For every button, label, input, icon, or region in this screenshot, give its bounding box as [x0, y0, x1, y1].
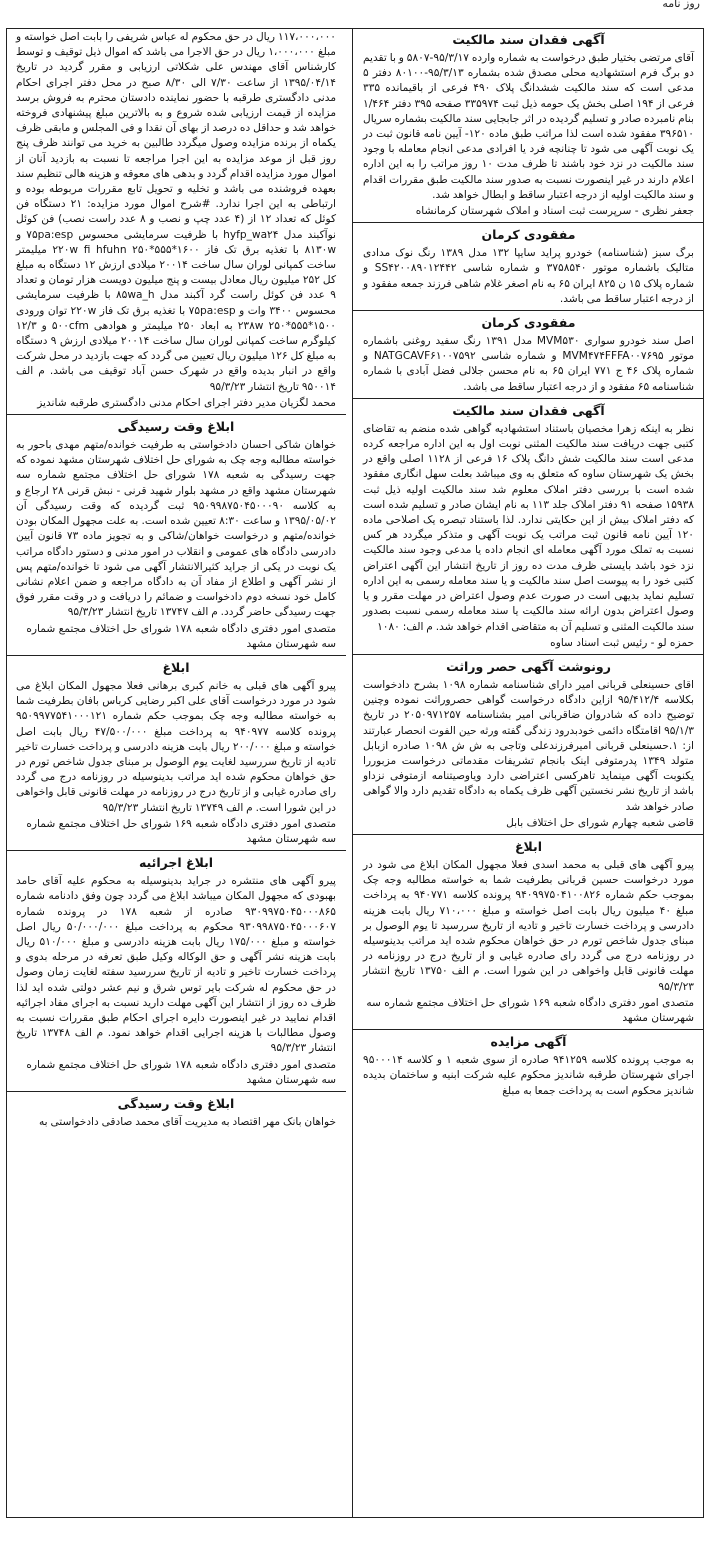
notice-body: پیرو آگهی های منتشره در جراید بدینوسیله به محکوم علیه آقای حامد بهبودی که مجهول المکان میباشد ابلاغ می گردد چون وفق دادنامه شماره ۹۳۰۹۹۷۵۰۴۵۰۰۰۸۶۵ صادره از شعبه ۱۷۸ در پرونده شماره ۹۳۰۹۹۸۷۵۰۴۵۰۰۰۶۰۷ محکوم به پرداخت مبلغ ۵۰/۰۰۰/۰۰۰ ریال اصل خواسته و مبلغ ۱۷۵/۰۰۰ ریال بابت هزینه دادرسی و مبلغ ۵۱۰/۰۰۰ ریال بابت هزینه نشر آگهی و حق الوکاله وکیل طبق تعرفه در مرحله بدوی و پرداخت خسارت تاخیر و تادیه از تاریخ سررسید سفته لغایت زمان وصول در حق محکوم له شرکت بایر توس شرق و نیم عشر دولتی شده اید لذا ظرف ده روز از انتشار این آگهی مهلت دارید نسبت به اجرای مفاد اجرائیه اقدام نمایید در غیر اینصورت دایره اجرای احکام طبق مقررات نسبت به وصول مطالبات با هزینه اجرایی اقدام خواهد نمود. م الف ۱۳۷۴۸ تاریخ انتشار ۹۵/۳/۲۳ [16, 875, 337, 1055]
notice-body: به موجب پرونده کلاسه ۹۴۱۲۵۹ صادره از سوی شعبه ۱ و کلاسه ۹۵۰۰۰۱۴ اجرای شهرستان طرقبه شاندیز محکوم علیه شرکت ابنیه و ساختمان بدیده شاندیز محکوم است به پرداخت جمعا به مبلغ [363, 1054, 694, 1097]
notice-signature: متصدی امور دفتری دادگاه شعبه ۱۷۸ شورای حل اختلاف مجتمع شماره سه شهرستان مشهد [26, 622, 336, 650]
notice-body: اصل سند خودرو سواری MVM۵۳۰ مدل ۱۳۹۱ رنگ سفید روغنی باشماره موتور MVM۴۷۴FFFA۰۰۷۶۹۵ و شماره شاسی NATGCAVF۶۱۰۰۷۵۹۲ و شماره پلاک ۴۶ ج ۷۷۱ ایران ۶۵ به نام محسن جلالی فضل آبادی با شماره شناسنامه ۶۵ مفقود و از درجه اعتبار ساقط می باشد. [363, 335, 695, 393]
notice-title: رونوشت آگهی حصر وراثت [446, 658, 611, 674]
notice-title: ابلاغ وقت رسیدگی [117, 1096, 235, 1111]
notice-signature: متصدی امور دفتری دادگاه شعبه ۱۷۸ شورای حل اختلاف مجتمع شماره سه شهرستان مشهد [26, 1058, 336, 1086]
notice-body: پیرو آگهی های قبلی به محمد اسدی فعلا مجهول المکان ابلاغ می شود در مورد درخواست حسین قربانی بطرفیت شما به خواسته مطالبه وجه چک بموجب حکم شماره ۹۴۰۹۹۷۵۰۴۱۰۰۸۲۶ پرونده کلاسه ۹۴۰۷۷۱ به پرداخت مبلغ ۴۰ میلیون ریال بابت اصل خواسته و مبلغ ۷۱۰،۰۰۰ ریال بابت هزینه دادرسی و پرداخت خسارت تاخیر و تادیه از تاریخ سررسید تا یوم الوصول بر مبنای جدول شاخص تورم در حق خواهان محکوم شده اید مراتب بدینوسیله در روزنامه درج می گردد رای صادره غیابی و از تاریخ درج در روزنامه در مهلت قانونی قابل واخواهی در این شورا است. م الف ۱۳۷۵۰ تاریخ انتشار ۹۵/۳/۲۳ [363, 858, 694, 993]
notice-hearing-date [6, 414, 346, 655]
notice-auction-continued [6, 28, 346, 414]
notice-title: ابلاغ وقت رسیدگی [117, 419, 235, 435]
notice-signature: متصدی امور دفتری دادگاه شعبه ۱۶۹ شورای حل اختلاف مجتمع شماره سه شهرستان مشهد [26, 817, 336, 845]
notice-body: اقای حسینعلی قربانی امیر دارای شناسنامه شماره ۱۰۹۸ بشرح دادخواست بکلاسه ۹۵/۴۱۲/۴ ازاین دادگاه درخواست گواهی حصروراثت نموده وچنین توضیح داده که شادروان ضاقربانی امیر بشناسنامه ۲۰۵۰۹۷۱۲۵۷ در تاریخ ۹۵/۱/۳ اقامتگاه دائمی خودبدرود زندگی گفته ورثه حین الفوت انحصار عبارتند از: ۱.حسینعلی قربانی امیرفرزندعلی وتاجی به ش ش ۱۰۹۸ صادره ازبابل متولد ۱۳۴۹ پدرمتوفی اینک بانجام تشریفات مقدماتی درخواست مزبوررا یکنوبت آگهی مینماید تاهرکسی اعتراضی دارد ویاوصیتنامه ازمتوفی نزداو باشد از تاریخ نشر نخستین آگهی ظرف یکماه به دادگاه تقدیم دارد والا گواهی صادر خواهد شد [363, 678, 694, 813]
notice-signature: قاضی شعبه چهارم شورای حل اختلاف بابل [506, 816, 694, 829]
notice-signature: حمزه لو - رئیس ثبت اسناد ساوه [550, 636, 694, 649]
notice-title: مفقودی کرمان [481, 315, 576, 331]
notice-enforcement [6, 850, 346, 1091]
notice-title: ابلاغ اجرائیه [138, 855, 214, 871]
notice-summons-2 [6, 655, 346, 850]
notice-title: مفقودی کرمان [481, 227, 576, 243]
left-column [6, 28, 346, 1518]
notice-signature: جعفر نظری - سرپرست ثبت اسناد و املاک شهرستان کرمانشاه [415, 205, 694, 218]
notice-hearing-date-2 [6, 1091, 346, 1133]
notice-summons [353, 834, 704, 1029]
notice-loss-of-deed-saveh [353, 398, 704, 654]
notice-body: خواهان بانک مهر اقتصاد به مدیریت آقای محمد صادقی دادخواستی به [38, 1116, 336, 1128]
notice-body: آقای مرتضی بختیار طبق درخواست به شماره وارده ۹۵/۳/۱۷-۵۸۰۷ و با تقدیم دو برگ فرم استشهادیه محلی مصدق شده بشماره ۹۵/۳/۱۳-۸۰۱۰۰ دفتر ۵ مدعی است که سند مالکیت ششدانگ پلاک ۴۹۰ فرعی از باقیمانده ۳۳۵ فرعی از ۱۹۴ اصلی بخش یک حومه ذیل ثبت ۳۳۵۹۷۴ صفحه ۳۹۵ دفتر ۱/۴۶۴ بنام نامبرده صادر و تسلیم گردیده در اثر جابجایی سند مالکیت بشماره سریال ۳۹۶۵۱۰ مفقود شده است لذا مراتب طبق ماده ۱۲۰- آیین نامه قانون ثبت در یک نوبت آگهی می شود تا چنانچه فرد یا افرادی مدعی انجام معامله با وجود سند مالکیت در نزد خود باشند تا ظرف مدت ۱۰ روز مراتب را به این اداره اعلام دارند در غیر اینصورت نسبت به صدور سند مالکیت طبق مقررات اقدام و سند مالکیت اولیه از درجه اعتبار ساقط و ابطال خواهد شد. [363, 52, 695, 201]
notice-title: ابلاغ [514, 838, 542, 854]
notice-title: آگهی مزایده [490, 1034, 567, 1050]
notice-title: ابلاغ [162, 659, 190, 675]
page-header-label: روز نامه [662, 0, 700, 10]
notice-auction [353, 1029, 704, 1102]
notice-lost-kerman-2 [353, 310, 704, 398]
notice-body: برگ سبز (شناسنامه) خودرو پراید سایپا ۱۳۲ مدل ۱۳۸۹ رنگ نوک مدادی متالیک باشماره موتور ۳۷۵۸۵۴۰ و شماره شاسی SS۴۲۰۰۸۹۰۱۲۴۴۲ و شماره پلاک ۱۵ ن ۸۲۵ ایران ۶۵ به نام اصغر غلام شاهی فرزند جمعه مفقود و از درجه اعتبار ساقط می باشد. [363, 247, 695, 305]
notice-inheritance [353, 654, 704, 834]
notice-body: پیرو آگهی های قبلی به خانم کبری برهانی فعلا مجهول المکان ابلاغ می شود در مورد درخواست آقای علی اکبر رضایی کرباس بافان بطرفیت شما به خواسته مطالبه وجه چک بموجب حکم شماره ۹۵۰۹۹۷۷۵۴۱۰۰۰۱۲۱ پرونده کلاسه ۹۴۰۹۷۷ به پرداخت مبلغ ۴۷/۵۰۰/۰۰۰ ریال بابت اصل خواسته و مبلغ ۲۰۰/۰۰۰ ریال بابت هزینه دادرسی و پرداخت خسارت تاخیر تادیه از تاریخ سررسید لغایت یوم الوصول بر مبنای جدول شاخص تورم در حق خواهان محکوم شده اید مراتب بدینوسیله در روزنامه درج می گردد رای صادره غیابی و از تاریخ درج در روزنامه در مهلت قانونی قابل واخواهی در این شورا است. م الف ۱۳۷۴۹ تاریخ انتشار ۹۵/۳/۲۳ [16, 679, 336, 814]
notice-lost-kerman-1 [353, 222, 704, 310]
notice-loss-of-deed [353, 28, 704, 222]
right-column [352, 28, 704, 1518]
notice-body: خواهان شاکی احسان دادخواستی به طرفیت خوانده/متهم مهدی باحور به خواسته مطالبه وجه چک به شورای حل اختلاف شهرستان مشهد نموده که جهت رسیدگی به شعبه ۱۷۸ شورای حل اختلاف مجتمع شماره سه شهرستان مشهد واقع در مشهد بلوار شهید قرنی - نبش قرنی ۲۸ ارجاع و به کلاسه ۹۵۰۹۹۸۷۵۰۴۵۰۰۰۹۰ ثبت گردیده که وقت رسیدگی آن ۱۳۹۵/۰۵/۰۲ و ساعت ۸:۳۰ تعیین شده است. به علت مجهول المکان بودن خوانده/متهم و درخواست خواهان/شاکی و به تجویز ماده ۷۳ قانون آیین دادرسی دادگاه های عمومی و انقلاب در امور مدنی و دستور دادگاه مراتب یک نوبت در یکی از جراید کثیرالانتشار آگهی می شود تا خوانده/متهم پس از نشر آگهی و اطلاع از مفاد آن به دادگاه مراجعه و ضمن اعلام نشانی کامل خود نسخه دوم دادخواست و ضمائم را دریافت و در وقت مقرر فوق جهت رسیدگی حاضر گردد. م الف ۱۳۷۴۷ تاریخ انتشار ۹۵/۳/۲۳ [16, 439, 336, 619]
notice-title: آگهی فقدان سند مالکیت [452, 32, 605, 47]
notice-signature: محمد لگزیان مدیر دفتر اجرای احکام مدنی دادگستری طرقبه شاندیز [37, 396, 336, 409]
notice-body: ۱۱۷،۰۰۰،۰۰۰ ریال در حق محکوم له عباس شریفی را بابت اصل خواسته و مبلغ ۱،۰۰۰،۰۰۰ ریال در حق الاجرا می باشد که اموال ذیل توقیف و توسط کارشناس آقای مهندس علی شکلاتی ارزیابی و مقرر گردید در تاریخ ۱۳۹۵/۰۴/۱۴ از ساعت ۷/۳۰ الی ۸/۳۰ صبح در محل دفتر اجرای احکام مدنی دادگستری طرقبه با حضور نماینده دادستان محترم به فروش برسد مزایده از قیمت ارزیابی شده شروع و به بالاترین مبلغ پیشنهادی فروخته خواهد شد و حداقل ده درصد از بهای آن نقدا و فی المجلس و مابقی ظرف یکماه از برنده مزایده وصول میگردد طالبین به خرید می توانند ظرف پنج روز قبل از موعد مزایده به این اجرا مراجعه تا نسبت به بازدید آنان از اموال مورد مزایده اقدام گردد و بدهی های معوقه و هزینه هالی تنظیم سند بعهده فروشنده می باشد و تخلیه و تحویل تابع مقررات مربوطه بوده و ارتباطی به این اجرا ندارد. #شرح اموال مورد مزایده: ۲۱ دستگاه فن کوئل که تعداد ۱۲ از (۴ عدد چپ و نصب و ۸ عدد راست نصب) فن کوئل نوآکبند مدل hyfp_wa۲۴ با ظرفیت سرمایشی محسوس ۷۵pa:esp و ۸۱۳۰w با تغذیه برق تک فاز ۲۲۰w fi hfuhn ۲۵۰*۵۵۵*۱۶۰۰ میلیمتر ساخت کمپانی لوران سال ساخت ۲۰۰۱۴ میلادی ارزش ۱۲ دستگاه به مبلغ کل ۲۵۲ میلیون ریال معادل بیست و پنج میلیون دویست هزار تومان و تعداد ۹ عدد فن کوئل راست گرد آکبند مدل ۸۵wa_h با ظرفیت سرمایشی محسوس ۳۴۰۰ وات و ۷۵pa:esp با تغذیه برق تک فاز ۲۲۰w توان ورودی ۲۳۸w ۲۵۰*۵۵۵*۱۵۰۰ به ابعاد ۲۵۰ میلیمتر و هوادهی ۵۰۰cfm و ۱۲/۳ کیلوگرم ساخت کمپانی لوران سال ساخت ۲۰۰۱۴ میلادی ارزش ۹ دستگاه به مبلغ کل ۱۲۶ میلیون ریال تعیین می گردد که جهت بازدید در محل شرکت واقع در انبار بدیده واقع در شهرک حسن آباد توقیف می باشد. م الف ۹۵۰۰۱۴ تاریخ انتشار ۹۵/۳/۲۳ [16, 31, 337, 393]
notice-signature: متصدی امور دفتری دادگاه شعبه ۱۶۹ شورای حل اختلاف مجتمع شماره سه شهرستان مشهد [366, 996, 694, 1024]
notice-body: نظر به اینکه زهرا مخصیان باستناد استشهادیه گواهی شده منضم به تقاضای کتبی جهت دریافت سند مالکیت المثنی نوبت اول به این اداره مراجعه کرده مدعی است سند مالکیت شش دانگ پلاک ۱۶ فرعی از ۱۱۲۸ اصلی واقع در بخش یک شهرستان ساوه که متعلق به وی میباشد بعلت سهل انگاری مفقود شده است با بررسی دفتر املاک معلوم شد سند مالکیت اولیه ذیل ثبت ۱۵۹۳۸ صفحه ۹۱ دفتر املاک جلد ۱۱۳ به نام ایشان صادر و تسلیم شده است که دفتر املاک بیش از این حکایتی ندارد. لذا باستناد تبصره یک اصلاحی ماده ۱۲۰ آیین نامه قانون ثبت مراتب یک نوبت آگهی و متذکر میگردد هر کس نسبت به تملک مورد آگهی معامله ای انجام داده یا مدعی وجود سند مالکیت نزد خود باشد بایستی ظرف مدت ده روز از تاریخ انتشار این آگهی اعتراض کتبی خود را به پیوست اصل سند مالکیت و یا سند معامله رسمی به این اداره تسلیم نماید بدیهی است در صورت عدم وصول اعتراض در مهلت مقرر و یا وصول اعتراض بدون ارائه سند مالکیت یا سند معامله رسمی نسبت بصدور سند مالکیت المثنی و تسلیم آن به متقاضی اقدام خواهد شد. م الف: ۱۰۸۰ [363, 422, 694, 633]
notice-title: آگهی فقدان سند مالکیت [452, 402, 605, 418]
